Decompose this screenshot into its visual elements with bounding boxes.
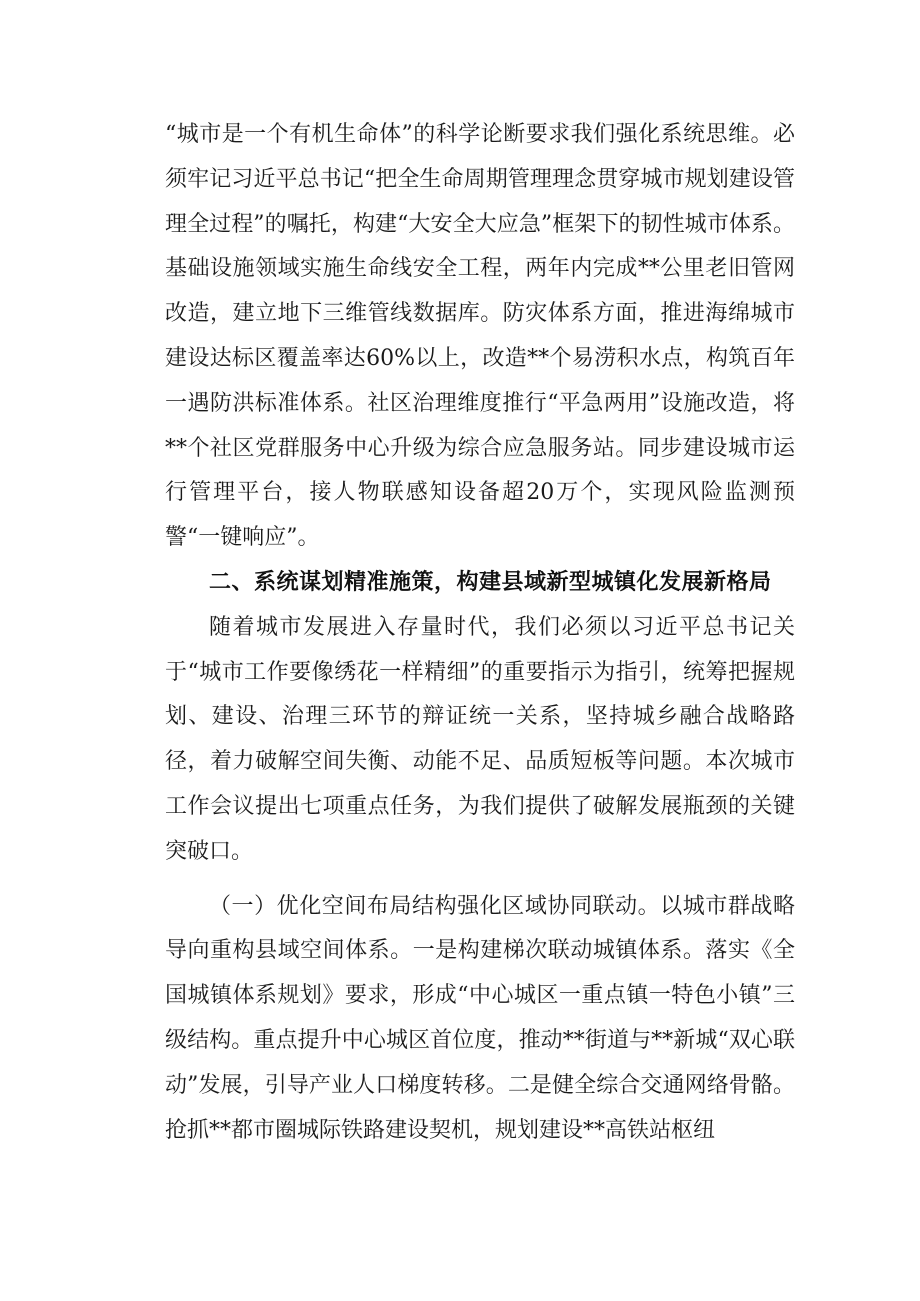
paragraph-spatial-layout: （一）优化空间布局结构强化区域协同联动。以城市群战略导向重构县域空间体系。一是构建梯次联动城镇体系。落实《全国城镇体系规划》要求，形成“中心城区一重点镇一特色小镇”三级结构。重点提升中心城区首位度，推动**街道与**新城“双心联动”发展，引导产业人口梯度转移。二是健全综合交通网络骨骼。抢抓**都市圈城际铁路建设契机，规划建设**高铁站枢纽 [165,893,795,1143]
document-body [165,113,795,1153]
paragraph-systematic-planning: 随着城市发展进入存量时代，我们必须以习近平总书记关于“城市工作要像绣花一样精细”的重要指示为指引，统筹把握规划、建设、治理三环节的辩证统一关系，坚持城乡融合战略路径，着力破解空间失衡、动能不足、品质短板等问题。本次城市工作会议提出七项重点任务，为我们提供了破解发展瓶颈的关键突破口。 [165,614,795,864]
paragraph-resilient-city: “城市是一个有机生命体”的科学论断要求我们强化系统思维。必须牢记习近平总书记“把全生命周期管理理念贯穿城市规划建设管理全过程”的嘱托，构建“大安全大应急”框架下的韧性城市体系。基础设施领域实施生命线安全工程，两年内完成**公里老旧管网改造，建立地下三维管线数据库。防灾体系方面，推进海绵城市建设达标区覆盖率达60%以上，改造**个易涝积水点，构筑百年一遇防洪标准体系。社区治理维度推行“平急两用”设施改造，将**个社区党群服务中心升级为综合应急服务站。同步建设城市运行管理平台，接人物联感知设备超20万个，实现风险监测预警“一键响应”。 [165,122,795,551]
section-heading-2: 二、系统谋划精准施策，构建县域新型城镇化发展新格局 [209,569,772,595]
